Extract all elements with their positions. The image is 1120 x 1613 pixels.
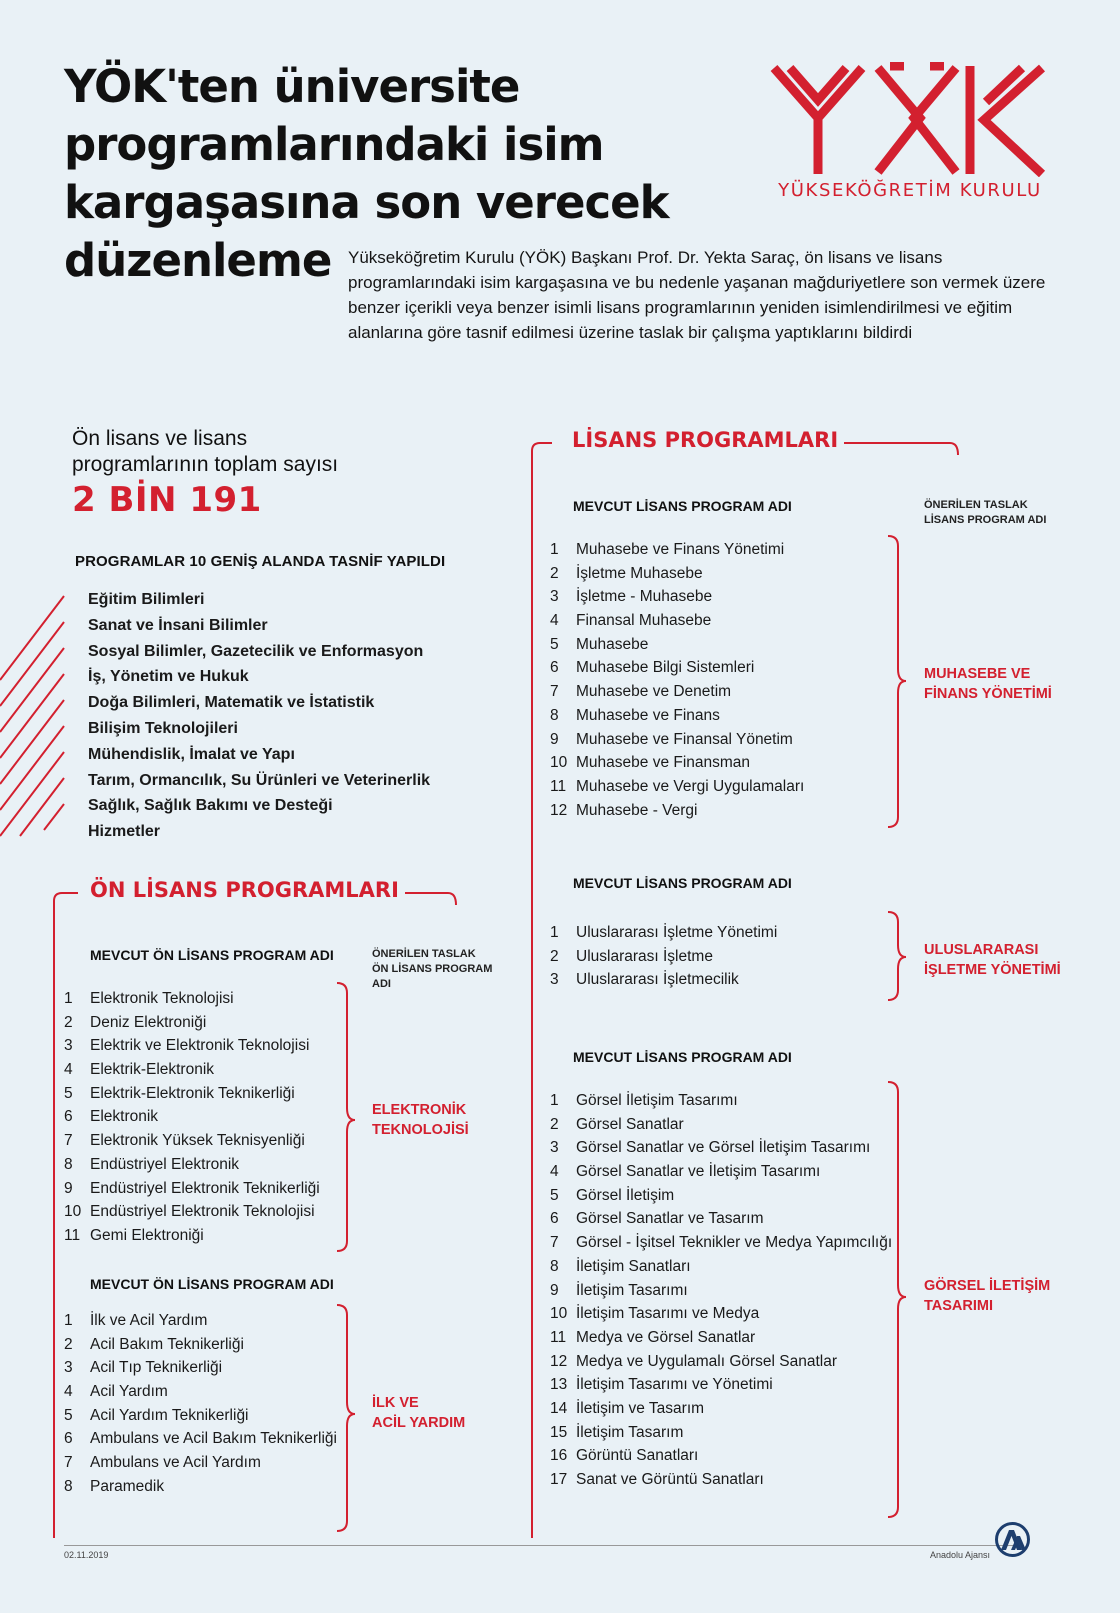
list-item — [550, 1279, 892, 1303]
list-item — [550, 968, 777, 992]
lisans-group2-list — [550, 921, 777, 992]
item-name: Ambulans ve Acil Yardım — [90, 1454, 261, 1472]
yok-logo-mark-icon — [770, 62, 1050, 177]
item-number: 7 — [64, 1132, 73, 1150]
list-item — [550, 633, 804, 657]
item-name: Deniz Elektroniği — [90, 1013, 207, 1031]
list-item — [550, 1468, 892, 1492]
item-name: Muhasebe ve Finans — [576, 706, 720, 724]
item-name: Muhasebe ve Vergi Uygulamaları — [576, 777, 805, 795]
proposed-head-line: ÖN LİSANS PROGRAM — [372, 963, 493, 975]
lisans-group1-list — [550, 538, 804, 822]
item-name: İlk ve Acil Yardım — [90, 1312, 208, 1329]
list-item — [64, 1333, 337, 1357]
list-item — [550, 1231, 892, 1255]
result-line: ULUSLARARASI — [924, 942, 1039, 958]
item-name: Medya ve Görsel Sanatlar — [576, 1328, 756, 1346]
list-item — [550, 704, 804, 728]
title-line: düzenleme — [64, 234, 332, 287]
aa-logo-icon — [995, 1522, 1030, 1557]
item-number: 8 — [550, 1257, 559, 1275]
list-item — [550, 1326, 892, 1350]
item-name: Muhasebe ve Finansal Yönetim — [576, 730, 793, 748]
item-number: 8 — [550, 706, 559, 724]
item-name: Görüntü Sanatları — [576, 1447, 699, 1465]
area-item: Eğitim Bilimleri — [88, 591, 205, 608]
item-number: 1 — [64, 1312, 73, 1329]
list-item — [550, 799, 804, 823]
item-name: Elektronik Yüksek Teknisyenliği — [90, 1132, 305, 1150]
list-item — [550, 1113, 892, 1137]
item-name: Muhasebe - Vergi — [576, 801, 698, 819]
item-name: İletişim Sanatları — [576, 1257, 691, 1275]
item-number: 9 — [550, 1281, 559, 1299]
proposed-head-line: LİSANS PROGRAM ADI — [924, 514, 1047, 526]
item-name: Görsel Sanatlar ve İletişim Tasarımı — [576, 1163, 821, 1181]
item-number: 6 — [64, 1430, 73, 1448]
list-item — [550, 609, 804, 633]
yok-logo — [770, 62, 1050, 207]
footer-divider — [64, 1545, 1014, 1546]
item-name: İletişim Tasarımı — [576, 1281, 688, 1299]
lisans-title: LİSANS PROGRAMLARI — [566, 428, 844, 452]
area-item: Bilişim Teknolojileri — [88, 719, 238, 737]
item-number: 15 — [550, 1423, 568, 1441]
result-line: GÖRSEL İLETİŞİM — [924, 1278, 1051, 1294]
item-number: 2 — [64, 1013, 73, 1031]
lisans-group2-head: MEVCUT LİSANS PROGRAM ADI — [573, 875, 792, 891]
list-item — [550, 728, 804, 752]
item-number: 13 — [550, 1376, 568, 1394]
total-value: 2 BİN 191 — [72, 480, 262, 520]
title-line: YÖK'ten üniversite — [64, 60, 520, 113]
list-item — [550, 562, 804, 586]
list-item — [550, 1350, 892, 1374]
list-item — [64, 1153, 320, 1177]
list-item — [550, 1089, 892, 1113]
item-number: 6 — [64, 1108, 73, 1126]
item-number: 12 — [550, 801, 568, 819]
onlisans-group2-head: MEVCUT ÖN LİSANS PROGRAM ADI — [90, 1276, 334, 1292]
list-item — [64, 1380, 337, 1404]
onlisans-group1-result — [372, 1100, 469, 1140]
list-item — [64, 1058, 320, 1082]
area-item: Sanat ve İnsani Bilimler — [88, 616, 268, 634]
item-number: 3 — [64, 1037, 73, 1055]
item-number: 2 — [550, 947, 559, 965]
footer-source: Anadolu Ajansı — [930, 1550, 991, 1560]
list-item — [550, 921, 777, 945]
item-name: Uluslararası İşletme — [576, 947, 713, 965]
item-number: 8 — [64, 1477, 73, 1495]
title-line: kargaşasına son verecek — [64, 176, 669, 229]
item-number: 9 — [64, 1179, 73, 1197]
item-name: İletişim Tasarımı ve Medya — [576, 1305, 760, 1323]
result-line: TEKNOLOJİSİ — [372, 1122, 469, 1138]
item-name: Görsel Sanatlar ve Görsel İletişim Tasarımı — [576, 1139, 871, 1157]
item-name: Paramedik — [90, 1477, 165, 1495]
result-line: ACİL YARDIM — [372, 1415, 466, 1431]
result-line: TASARIMI — [924, 1298, 994, 1314]
item-name: Muhasebe ve Denetim — [576, 683, 732, 701]
list-item — [64, 1427, 337, 1451]
list-item — [64, 1404, 337, 1428]
areas-list — [88, 587, 430, 845]
item-number: 10 — [64, 1203, 82, 1221]
list-item — [64, 1356, 337, 1380]
onlisans-group1-list — [64, 987, 320, 1248]
list-item — [64, 1200, 320, 1224]
item-number: 16 — [550, 1447, 568, 1465]
item-name: Muhasebe ve Finansman — [576, 754, 751, 772]
item-number: 4 — [550, 1163, 559, 1181]
item-number: 1 — [64, 990, 73, 1007]
item-number: 14 — [550, 1399, 568, 1417]
item-number: 7 — [550, 683, 559, 701]
item-name: Acil Yardım — [90, 1383, 168, 1401]
item-number: 6 — [550, 1210, 559, 1228]
item-number: 4 — [550, 612, 559, 630]
item-name: Uluslararası İşletme Yönetimi — [576, 924, 778, 941]
onlisans-group1-head: MEVCUT ÖN LİSANS PROGRAM ADI — [90, 947, 334, 963]
item-name: Uluslararası İşletmecilik — [576, 971, 739, 989]
onlisans-title: ÖN LİSANS PROGRAMLARI — [84, 878, 405, 902]
item-name: Görsel - İşitsel Teknikler ve Medya Yapımcılığı — [576, 1234, 893, 1252]
result-line: İLK VE — [372, 1395, 419, 1411]
item-name: Elektrik-Elektronik Teknikerliği — [90, 1084, 295, 1102]
area-item: Doğa Bilimleri, Matematik ve İstatistik — [88, 694, 375, 712]
list-item — [64, 1105, 320, 1129]
areas-title: PROGRAMLAR 10 GENİŞ ALANDA TASNİF YAPILDI — [75, 553, 446, 570]
onlisans-proposed-head — [372, 947, 492, 992]
item-number: 2 — [550, 564, 559, 582]
item-name: İletişim ve Tasarım — [576, 1399, 705, 1417]
result-line: ELEKTRONİK — [372, 1102, 467, 1118]
result-line: MUHASEBE VE — [924, 666, 1031, 682]
item-number: 10 — [550, 1305, 568, 1323]
item-name: İşletme Muhasebe — [576, 564, 703, 582]
total-label-line: Ön lisans ve lisans — [72, 427, 248, 450]
footer-date: 02.11.2019 — [64, 1550, 109, 1560]
item-name: Endüstriyel Elektronik Teknikerliği — [90, 1179, 320, 1197]
item-number: 1 — [550, 924, 559, 941]
item-name: Muhasebe ve Finans Yönetimi — [576, 541, 785, 558]
area-item: Sosyal Bilimler, Gazetecilik ve Enformasyon — [88, 642, 424, 660]
onlisans-group2-list — [64, 1309, 337, 1499]
total-label-line: programlarının toplam sayısı — [72, 453, 339, 476]
area-item: Sağlık, Sağlık Bakımı ve Desteği — [88, 797, 333, 815]
list-item — [550, 585, 804, 609]
area-item: Tarım, Ormancılık, Su Ürünleri ve Veterinerlik — [88, 771, 431, 789]
list-item — [64, 1224, 320, 1248]
lisans-group3-head: MEVCUT LİSANS PROGRAM ADI — [573, 1049, 792, 1065]
item-number: 1 — [550, 541, 559, 558]
item-name: Endüstriyel Elektronik — [90, 1155, 240, 1173]
item-name: Finansal Muhasebe — [576, 612, 712, 630]
item-number: 11 — [550, 1328, 567, 1346]
list-item — [64, 1475, 337, 1499]
item-name: Görsel İletişim — [576, 1186, 675, 1204]
list-item — [550, 1421, 892, 1445]
result-line: FİNANS YÖNETİMİ — [924, 686, 1052, 702]
item-number: 5 — [550, 1186, 559, 1204]
item-name: Ambulans ve Acil Bakım Teknikerliği — [90, 1430, 337, 1448]
list-item — [64, 1451, 337, 1475]
list-item — [64, 1082, 320, 1106]
lisans-group3-list — [550, 1089, 892, 1492]
item-number: 4 — [64, 1383, 73, 1401]
item-number: 10 — [550, 754, 568, 772]
item-name: İletişim Tasarım — [576, 1423, 684, 1441]
list-item — [550, 680, 804, 704]
list-item — [550, 1255, 892, 1279]
list-item — [550, 1136, 892, 1160]
item-number: 11 — [550, 777, 567, 795]
area-item: İş, Yönetim ve Hukuk — [88, 668, 249, 686]
lisans-group1-result — [924, 664, 1052, 704]
item-name: İletişim Tasarımı ve Yönetimi — [576, 1376, 773, 1394]
list-item — [550, 656, 804, 680]
item-name: Acil Yardım Teknikerliği — [90, 1406, 249, 1424]
item-name: Elektrik ve Elektronik Teknolojisi — [90, 1037, 310, 1055]
item-number: 17 — [550, 1471, 568, 1488]
item-name: Endüstriyel Elektronik Teknolojisi — [90, 1203, 315, 1221]
list-item — [550, 538, 804, 562]
item-number: 3 — [550, 588, 559, 606]
area-item: Hizmetler — [88, 823, 161, 841]
list-item — [550, 1184, 892, 1208]
item-number: 7 — [550, 1234, 559, 1252]
item-number: 5 — [64, 1084, 73, 1102]
proposed-head-line: ADI — [372, 978, 391, 990]
item-name: Görsel Sanatlar ve Tasarım — [576, 1210, 764, 1228]
list-item — [64, 1309, 337, 1333]
item-number: 1 — [550, 1092, 559, 1109]
item-number: 5 — [64, 1406, 73, 1424]
lisans-group1-head: MEVCUT LİSANS PROGRAM ADI — [573, 498, 792, 514]
intro-paragraph: Yükseköğretim Kurulu (YÖK) Başkanı Prof. Dr. Yekta Saraç, ön lisans ve lisans programlarındaki isim kargaşasına ve bu nedenle yaşanan mağduriyetlere son vermek üzere benzer içerikli veya benzer isimli lisans programlarının yeniden isimlendirilmesi ve eğitim alanlarına göre tasnif edilmesi üzerine taslak bir çalışma yaptıklarını bildirdi — [348, 248, 1046, 342]
lisans-proposed-head — [924, 498, 1046, 528]
item-number: 3 — [550, 1139, 559, 1157]
item-number: 3 — [64, 1359, 73, 1377]
item-number: 6 — [550, 659, 559, 677]
list-item — [64, 1034, 320, 1058]
logo-text: YÜKSEKÖĞRETİM KURULU — [778, 180, 1042, 201]
item-name: Sanat ve Görüntü Sanatları — [576, 1471, 764, 1488]
item-number: 11 — [64, 1226, 81, 1244]
item-number: 12 — [550, 1352, 568, 1370]
item-number: 8 — [64, 1155, 73, 1173]
item-name: Muhasebe Bilgi Sistemleri — [576, 659, 755, 677]
list-item — [550, 1302, 892, 1326]
list-item — [64, 987, 320, 1011]
total-label — [72, 426, 432, 478]
item-number: 9 — [550, 730, 559, 748]
proposed-head-line: ÖNERİLEN TASLAK — [924, 499, 1028, 511]
item-number: 4 — [64, 1061, 73, 1079]
lisans-group3-result — [924, 1276, 1050, 1316]
list-item — [64, 1177, 320, 1201]
lisans-group2-result — [924, 940, 1061, 980]
list-item — [550, 775, 804, 799]
item-name: Görsel Sanatlar — [576, 1115, 684, 1133]
item-name: Elektrik-Elektronik — [90, 1061, 215, 1079]
list-item — [550, 1160, 892, 1184]
item-name: Görsel İletişim Tasarımı — [576, 1092, 738, 1109]
item-name: Medya ve Uygulamalı Görsel Sanatlar — [576, 1352, 838, 1370]
proposed-head-line: ÖNERİLEN TASLAK — [372, 948, 476, 960]
onlisans-group2-result — [372, 1393, 465, 1433]
list-item — [550, 751, 804, 775]
list-item — [550, 1207, 892, 1231]
title-line: programlarındaki isim — [64, 118, 604, 171]
item-number: 3 — [550, 971, 559, 989]
item-number: 7 — [64, 1454, 73, 1472]
list-item — [550, 1397, 892, 1421]
item-name: İşletme - Muhasebe — [576, 588, 713, 606]
item-name: Gemi Elektroniği — [90, 1226, 204, 1244]
list-item — [550, 945, 777, 969]
item-name: Acil Bakım Teknikerliği — [90, 1335, 244, 1353]
list-item — [550, 1373, 892, 1397]
item-name: Elektronik Teknolojisi — [90, 990, 234, 1007]
list-item — [550, 1444, 892, 1468]
list-item — [64, 1129, 320, 1153]
result-line: İŞLETME YÖNETİMİ — [924, 962, 1061, 978]
item-number: 5 — [550, 635, 559, 653]
area-item: Mühendislik, İmalat ve Yapı — [88, 745, 295, 763]
item-number: 2 — [550, 1115, 559, 1133]
item-name: Acil Tıp Teknikerliği — [90, 1359, 223, 1377]
item-name: Elektronik — [90, 1108, 159, 1126]
item-name: Muhasebe — [576, 635, 649, 653]
list-item — [64, 1011, 320, 1035]
item-number: 2 — [64, 1335, 73, 1353]
